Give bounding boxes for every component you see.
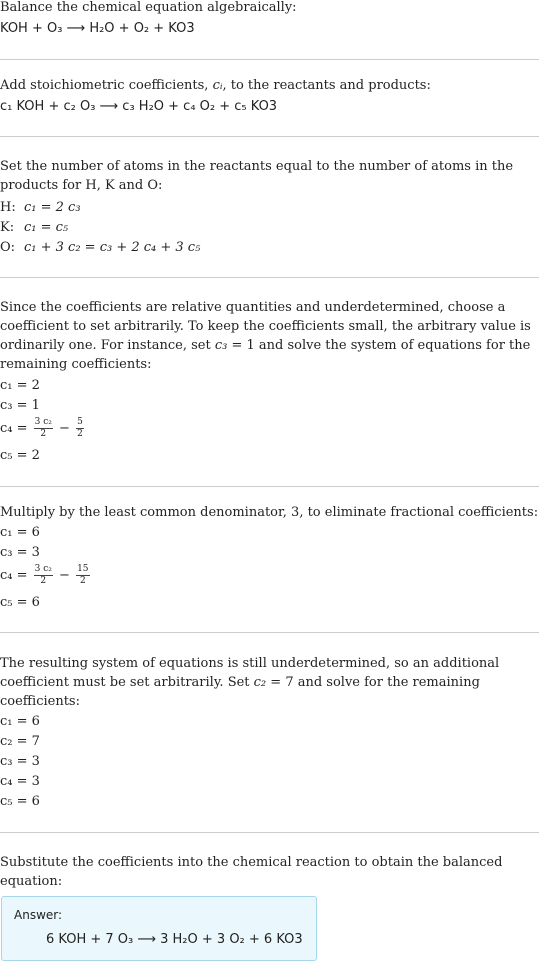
divider <box>0 632 539 633</box>
substitute-line1: Substitute the coefficients into the chemical reaction to obtain the balanced <box>0 855 503 870</box>
fraction-denominator: 2 <box>79 576 86 586</box>
atoms-intro-line1: Set the number of atoms in the reactants equal to the number of atoms in the <box>0 159 514 174</box>
final-coef-c2: c₂ = 7 <box>0 734 40 749</box>
divider <box>0 486 539 487</box>
reaction-with-coefficients: c₁ KOH + c₂ O₃ ⟶ c₃ H₂O + c₄ O₂ + c₅ KO3 <box>0 99 278 114</box>
divider <box>0 136 539 137</box>
arbitrary-text-line2: coefficient to set arbitrarily. To keep the coefficients small, the arbitrary value is <box>0 319 531 334</box>
coefficients-intro <box>0 77 431 95</box>
arbitrary-text-line1: Since the coefficients are relative quantities and underdetermined, choose a <box>0 300 506 315</box>
minus-sign: − <box>54 568 75 583</box>
coef-c5: c₅ = 2 <box>0 448 40 463</box>
underdetermined-line3: coefficients: <box>0 694 80 709</box>
arbitrary-text-line3 <box>0 337 530 355</box>
coef-c3: c₃ = 1 <box>0 398 40 413</box>
divider <box>0 277 539 278</box>
divider <box>0 832 539 833</box>
text-part: = 1 and solve the system of equations for the <box>227 338 531 353</box>
coef-c4 <box>0 564 92 587</box>
fraction-numerator: 3 c₂ <box>34 564 52 574</box>
final-coef-c3: c₃ = 3 <box>0 754 40 769</box>
coefficients-intro-a: Add stoichiometric coefficients, <box>0 78 213 93</box>
final-coef-c4: c₄ = 3 <box>0 774 40 789</box>
divider <box>0 59 539 60</box>
element-label: O: <box>0 240 16 255</box>
fraction-numerator: 15 <box>77 564 89 574</box>
equation-row-k <box>0 219 68 237</box>
underdetermined-line2 <box>0 674 480 692</box>
answer-label: Answer: <box>14 908 63 922</box>
atom-equation: c₁ = 2 c₃ <box>24 200 81 215</box>
ci-symbol: cᵢ <box>212 78 223 93</box>
coef-c1: c₁ = 2 <box>0 378 40 393</box>
minus-sign: − <box>54 421 75 436</box>
intro-text: Balance the chemical equation algebraically: <box>0 0 297 15</box>
coef-c5: c₅ = 6 <box>0 595 40 610</box>
element-label: K: <box>0 220 15 235</box>
atom-equation: c₁ + 3 c₂ = c₃ + 2 c₄ + 3 c₅ <box>24 240 201 255</box>
fraction-denominator: 2 <box>40 576 47 586</box>
equation-row-o <box>0 239 200 257</box>
fraction-numerator: 5 <box>77 417 83 427</box>
c4-label: c₄ = <box>0 568 32 583</box>
underdetermined-line1: The resulting system of equations is still underdetermined, so an additional <box>0 656 500 671</box>
c2-symbol: c₂ <box>253 675 267 690</box>
substitute-line2: equation: <box>0 874 63 889</box>
text-part: coefficient must be set arbitrarily. Set <box>0 675 254 690</box>
coef-c4 <box>0 417 86 440</box>
fraction-numerator: 3 c₂ <box>34 417 52 427</box>
equation-row-h <box>0 199 81 217</box>
lcd-text: Multiply by the least common denominator, 3, to eliminate fractional coefficients: <box>0 505 539 520</box>
unbalanced-reaction: KOH + O₃ ⟶ H₂O + O₂ + KO3 <box>0 21 195 36</box>
coefficients-intro-b: , to the reactants and products: <box>222 78 431 93</box>
answer-box <box>1 896 317 961</box>
atom-equation: c₁ = c₅ <box>24 220 69 235</box>
fraction-denominator: 2 <box>77 429 83 439</box>
atoms-intro-line2: products for H, K and O: <box>0 178 163 193</box>
arbitrary-text-line4: remaining coefficients: <box>0 357 152 372</box>
fraction <box>34 417 53 440</box>
text-part: = 7 and solve for the remaining <box>266 675 480 690</box>
fraction <box>76 417 84 440</box>
text-part: ordinarily one. For instance, set <box>0 338 215 353</box>
fraction <box>76 564 89 587</box>
balanced-equation: 6 KOH + 7 O₃ ⟶ 3 H₂O + 3 O₂ + 6 KO3 <box>46 932 303 947</box>
coef-c1: c₁ = 6 <box>0 525 40 540</box>
c4-label: c₄ = <box>0 421 32 436</box>
final-coef-c1: c₁ = 6 <box>0 714 40 729</box>
fraction-denominator: 2 <box>40 429 47 439</box>
element-label: H: <box>0 200 16 215</box>
c3-symbol: c₃ <box>214 338 228 353</box>
fraction <box>34 564 53 587</box>
final-coef-c5: c₅ = 6 <box>0 794 40 809</box>
coef-c3: c₃ = 3 <box>0 545 40 560</box>
